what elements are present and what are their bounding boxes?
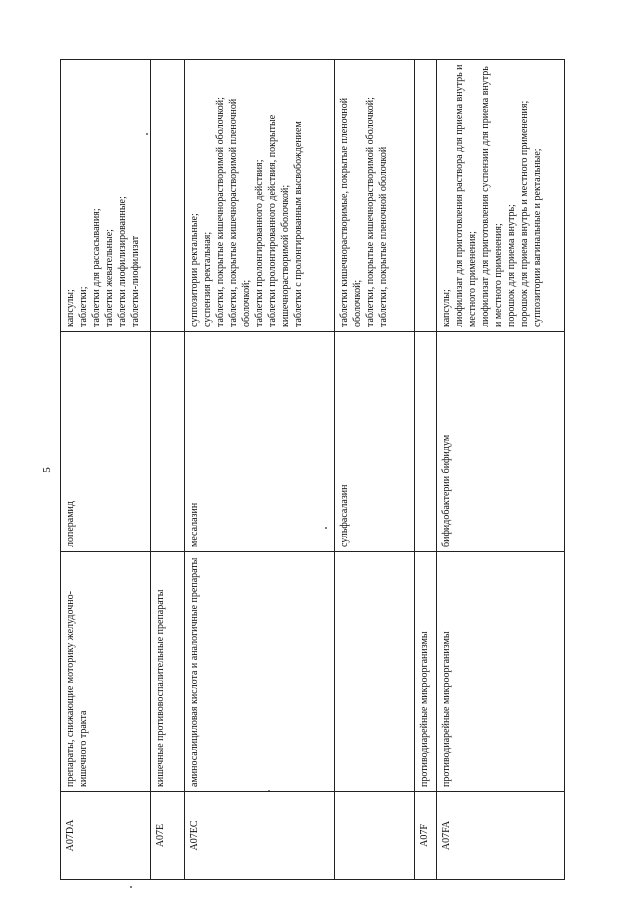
group-cell: кишечные противовоспалительные препараты [151,552,185,792]
scan-speck [130,886,132,888]
dosage-form: таблетки-лиофилизат [130,235,141,327]
group-cell: аминосалициловая кислота и аналогичные препараты [185,552,335,792]
table-row [437,60,565,880]
dosage-forms-cell [185,60,335,332]
rotated-table-container [60,60,600,880]
dosage-forms-cell [415,60,437,332]
inn-cell [151,332,185,552]
atc-code-cell: A07DA [61,792,151,880]
dosage-form: суспензия ректальная; [202,231,213,327]
page-number: 5 [40,467,53,473]
dosage-form: лиофилизат для приготовления суспензии для приема внутрь и местного применения; [480,66,504,327]
atc-code-cell: A07FA [437,792,565,880]
table-row [415,60,437,880]
dosage-form: порошок для приема внутрь и местного применения; [519,100,530,327]
inn-cell: месалазин [185,332,335,552]
inn-cell: сульфасалазин [335,332,415,552]
group-cell: препараты, снижающие моторику желудочно-кишечного тракта [61,552,151,792]
medication-table [60,59,565,880]
dosage-forms-cell [437,60,565,332]
dosage-form: таблетки кишечнорастворимые, покрытые пленочной оболочкой; [339,97,363,327]
dosage-form: капсулы; [441,289,452,327]
group-cell: противодиарейные микроорганизмы [437,552,565,792]
dosage-form: таблетки жевательные; [104,229,115,327]
atc-code-cell: A07EC [185,792,335,880]
dosage-form: таблетки с пролонгированным высвобождением [293,121,304,327]
table-row [185,60,335,880]
dosage-form: таблетки, покрытые пленочной оболочкой [378,146,389,327]
dosage-form: суппозитории ректальные; [189,213,200,327]
table-row [151,60,185,880]
table-row [335,60,415,880]
atc-code-cell: A07F [415,792,437,880]
dosage-form: капсулы; [65,289,76,327]
inn-cell: лоперамид [61,332,151,552]
dosage-form: таблетки, покрытые кишечнорастворимой пленочной оболочкой; [228,98,252,327]
dosage-form: таблетки; [78,286,89,327]
group-cell: противодиарейные микроорганизмы [415,552,437,792]
group-cell [335,552,415,792]
dosage-form: таблетки лиофилизированные; [117,196,128,327]
dosage-form: таблетки пролонгированного действия, покрытые кишечнорастворимой оболочкой; [267,114,291,327]
dosage-forms-cell [335,60,415,332]
dosage-form: таблетки для рассасывания; [91,208,102,327]
table-row [61,60,151,880]
atc-code-cell [335,792,415,880]
dosage-forms-cell [61,60,151,332]
dosage-forms-cell [151,60,185,332]
atc-code-cell: A07E [151,792,185,880]
dosage-form: суппозитории вагинальные и ректальные; [532,148,543,327]
dosage-form: порошок для приема внутрь; [506,204,517,327]
dosage-form: лиофилизат для приготовления раствора для приема внутрь и местного применения; [454,64,478,327]
dosage-form: таблетки, покрытые кишечнорастворимой оболочкой; [215,97,226,327]
dosage-form: таблетки, покрытые кишечнорастворимой оболочкой; [365,97,376,327]
dosage-form: таблетки пролонгированного действия; [254,159,265,327]
inn-cell [415,332,437,552]
inn-cell: бифидобактерии бифидум [437,332,565,552]
